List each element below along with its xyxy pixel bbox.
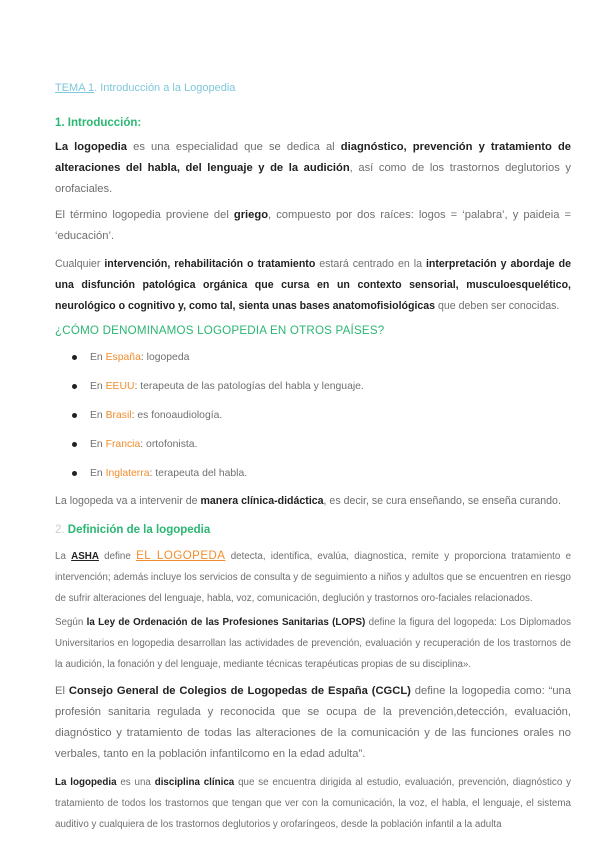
p5-text-1: La xyxy=(55,551,72,562)
p8-text-2: que se encuentra dirigida al estudio, evaluación, prevención, diagnóstico y tratamiento de todos los trastornos que tengan que ver con la comunicación, la voz, el habla, el lenguaje, el sistema auditivo y cualquiera de los trastornos deglutorios y orofaríngeos, desde la población infantil a la adulta xyxy=(55,777,572,830)
p3-text-3: que deben ser conocidas. xyxy=(435,300,560,312)
p6-bold: la Ley de Ordenación de las Profesiones Sanitarias (LOPS) xyxy=(86,617,366,628)
section-2-title: Definición de la logopedia xyxy=(64,524,211,536)
p1-text-1: es una especialidad que se dedica al xyxy=(127,141,341,153)
country-prefix: En xyxy=(90,468,106,479)
p1-term: La logopedia xyxy=(55,141,128,153)
paragraph-clinical-didactic xyxy=(55,491,571,512)
p5-text-2: define xyxy=(98,551,137,562)
p3-bold-1: intervención, rehabilitación o tratamiento xyxy=(104,258,316,270)
p3-bold-2: interpretación y abordaje de una disfunción patológica orgánica que cursa en un contexto sensorial, musculoesquelético, neurológico o cognitivo y, como tal, sienta unas bases anatomofisiológicas xyxy=(55,258,571,312)
p7-bold: Consejo General de Colegios de Logopedas de España (CGCL) xyxy=(68,685,411,697)
p5-text-3: detecta, identifica, evalúa, diagnostica, remite y proporciona tratamiento e intervención; además incluye los servicios de consulta y de seguimiento a niños y adultos que se encuentren en riesgo de sufrir alteraciones del lenguaje, habla, voz, comunicación, deglución y trastornos oro-faciales relacionados. xyxy=(55,551,572,604)
paragraph-intro xyxy=(55,137,571,200)
p1-text-2: , así como de los trastornos deglutorios y orofaciales. xyxy=(55,162,571,195)
country-prefix: En xyxy=(90,352,106,363)
country-prefix: En xyxy=(90,381,106,392)
p8-text-1: es una xyxy=(116,777,155,788)
paragraph-asha xyxy=(55,546,571,609)
country-name: Francia xyxy=(105,439,141,450)
country-prefix: En xyxy=(90,410,106,421)
p5-asha: ASHA xyxy=(71,551,99,562)
countries-list xyxy=(68,347,548,492)
p4-text-2: , es decir, se cura enseñando, se enseña curando. xyxy=(323,495,561,507)
section-2-heading xyxy=(55,524,571,536)
p8-term: La logopedia xyxy=(55,777,117,788)
p7-text-1: El xyxy=(55,685,69,697)
p2-text-1: El término logopedia proviene del xyxy=(55,209,234,221)
paragraph-lops xyxy=(55,612,571,675)
countries-heading: ¿CÓMO DENOMINAMOS LOGOPEDIA EN OTROS PAÍSES? xyxy=(55,324,385,337)
p3-text-1: Cualquier xyxy=(55,258,105,270)
p7-text-2: define la logopedia como: “una profesión sanitaria regulada y reconocida que se ocupa de la prevención,detección, evaluación, diagnóstico y tratamiento de todas las alteraciones de la comunicación y de las funciones orales no verbales, tanto en la población infantilcomo en la edad adulta”. xyxy=(55,685,571,760)
page-header xyxy=(55,82,571,94)
p2-bold: griego xyxy=(233,209,269,221)
header-title: Introducción a la Logopedia xyxy=(100,82,236,94)
country-term: : es fonoaudiología. xyxy=(131,410,223,421)
list-item xyxy=(68,347,548,376)
p4-bold: manera clínica-didáctica xyxy=(200,495,324,507)
country-term: : terapeuta de las patologías del habla y lenguaje. xyxy=(134,381,364,392)
list-item xyxy=(68,434,548,463)
list-item xyxy=(68,376,548,405)
p6-text-1: Según xyxy=(55,617,87,628)
section-1-heading: 1. Introducción: xyxy=(55,117,142,129)
tema-label: TEMA 1 xyxy=(55,82,95,94)
p5-logopeda: EL LOGOPEDA xyxy=(136,550,226,562)
paragraph-cgcl xyxy=(55,681,571,765)
country-name: Inglaterra xyxy=(105,468,150,479)
section-2-number: 2. xyxy=(55,524,65,536)
p6-text-2: define la figura del logopeda: Los Diplomados Universitarios en logopedia desarrollan las actividades de prevención, evaluación y recuperación de los trastornos de la audición, la fonación y del lenguaje, mediante técnicas terapéuticas propias de su disciplina». xyxy=(55,617,571,670)
country-name: EEUU xyxy=(105,381,135,392)
country-term: : logopeda xyxy=(140,352,190,363)
header-separator: . xyxy=(94,82,101,94)
country-term: : terapeuta del habla. xyxy=(149,468,248,479)
p1-bold: diagnóstico, prevención y tratamiento de alteraciones del habla, del lenguaje y de la audición xyxy=(55,141,572,174)
p2-text-2: , compuesto por dos raíces: logos = ‘palabra’, y paideia = ‘educación’. xyxy=(55,209,571,242)
paragraph-intervention xyxy=(55,254,571,317)
p3-text-2: estará centrado en la xyxy=(315,258,426,270)
paragraph-discipline xyxy=(55,772,571,835)
list-item xyxy=(68,405,548,434)
country-term: : ortofonista. xyxy=(140,439,198,450)
list-item xyxy=(68,463,548,492)
p8-bold: disciplina clínica xyxy=(154,777,235,788)
country-name: España xyxy=(105,352,141,363)
paragraph-etymology xyxy=(55,205,571,247)
country-prefix: En xyxy=(90,439,106,450)
country-name: Brasil xyxy=(105,410,132,421)
p4-text-1: La logopeda va a intervenir de xyxy=(55,495,201,507)
